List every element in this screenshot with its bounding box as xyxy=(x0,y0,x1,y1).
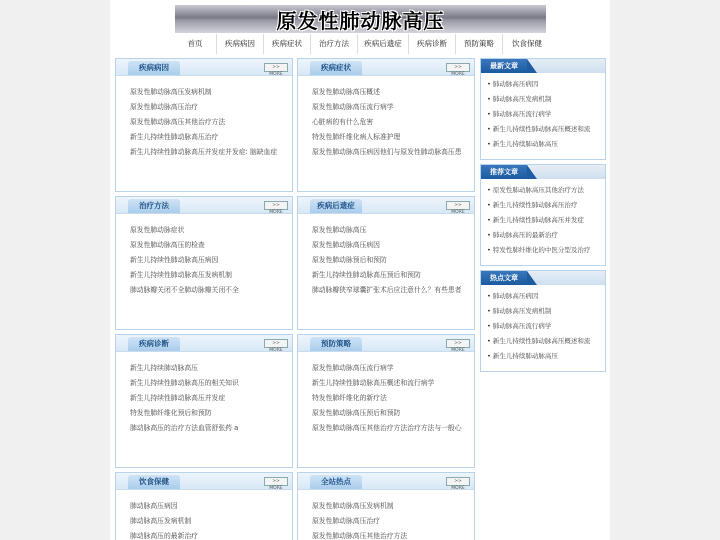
article-list xyxy=(298,490,474,540)
list-item[interactable]: 新生儿持续性肺动脉高压治疗 xyxy=(130,133,219,141)
list-item[interactable]: 原发性肺动脉高压治疗 xyxy=(312,517,380,525)
panel-title[interactable]: 饮食保健 xyxy=(128,475,180,489)
list-item[interactable]: 肺动脉高压的最新治疗 xyxy=(130,532,198,540)
article-list xyxy=(116,490,292,540)
list-item[interactable]: 新生儿持续性肺动脉高压的相关知识 xyxy=(130,379,239,387)
panel-header xyxy=(298,473,474,490)
sidebar-title: 推荐文章 xyxy=(481,165,527,179)
sidebar-item[interactable]: • 肺动脉高压病因 xyxy=(487,77,605,92)
sidebar-item[interactable]: • 新生儿持续性肺动脉高压概述和流 xyxy=(487,122,605,137)
nav-item-prevention[interactable]: 预防策略 xyxy=(456,34,503,54)
list-item[interactable]: 特发性肺纤维化的新疗法 xyxy=(312,394,387,402)
list-item[interactable]: 原发性肺动脉高压发病机制 xyxy=(130,88,212,96)
list-item[interactable]: 心脏病的有什么危害 xyxy=(312,118,374,126)
panel-header xyxy=(298,197,474,214)
sidebar-list xyxy=(481,73,605,152)
more-button[interactable]: >> MORE xyxy=(264,339,288,348)
list-item[interactable]: 原发性肺动脉高压病因 xyxy=(312,241,380,249)
more-button[interactable]: >> MORE xyxy=(446,339,470,348)
list-item[interactable]: 原发性肺动脉高压 xyxy=(312,226,367,234)
more-button[interactable]: >> MORE xyxy=(264,477,288,486)
nav-item-diagnosis[interactable]: 疾病诊断 xyxy=(409,34,456,54)
panel-title[interactable]: 预防策略 xyxy=(310,337,362,351)
sidebar-item[interactable]: • 新生儿持续肺动脉高压 xyxy=(487,137,605,152)
more-button[interactable]: >> MORE xyxy=(264,63,288,72)
panel-sequelae xyxy=(297,196,475,330)
sidebar-item[interactable]: • 新生儿持续性肺动脉高压治疗 xyxy=(487,198,605,213)
panel-diagnosis xyxy=(115,334,293,468)
nav-item-treatment[interactable]: 治疗方法 xyxy=(311,34,358,54)
sidebar-header xyxy=(481,59,605,73)
more-button[interactable]: >> MORE xyxy=(446,477,470,486)
sidebar-list xyxy=(481,179,605,258)
list-item[interactable]: 原发性肺动脉高压概述 xyxy=(312,88,380,96)
list-item[interactable]: 原发性肺动脉高压病因他们与原发性肺动脉高压患 xyxy=(312,148,462,156)
list-item[interactable]: 特发性肺纤维化病人标准护理 xyxy=(312,133,401,141)
nav-item-causes[interactable]: 疾病病因 xyxy=(217,34,264,54)
sidebar-item[interactable]: • 特发性肺纤维化的中医分型及治疗 xyxy=(487,243,605,258)
panel-title[interactable]: 疾病症状 xyxy=(310,61,362,75)
list-item[interactable]: 肺动脉瓣狭窄球囊扩张术后应注意什么？有些患者 xyxy=(312,286,462,294)
sidebar-list xyxy=(481,285,605,364)
list-item[interactable]: 肺动脉高压病因 xyxy=(130,502,178,510)
list-item[interactable]: 肺动脉高压的治疗方法血管舒张药 a xyxy=(130,424,239,432)
list-item[interactable]: 原发性肺动脉高压其他治疗方法治疗方法与一般心 xyxy=(312,424,462,432)
sidebar-item[interactable]: • 肺动脉高压发病机制 xyxy=(487,92,605,107)
more-button[interactable]: >> MORE xyxy=(446,201,470,210)
list-item[interactable]: 原发性肺动脉高压发病机制 xyxy=(312,502,394,510)
nav-item-diet[interactable]: 饮食保健 xyxy=(512,39,542,48)
panel-title[interactable]: 疾病诊断 xyxy=(128,337,180,351)
panel-header xyxy=(298,59,474,76)
panel-header xyxy=(116,59,292,76)
site-banner[interactable] xyxy=(175,5,546,33)
panel-header xyxy=(116,335,292,352)
list-item[interactable]: 新生儿持续性肺动脉高压病因 xyxy=(130,256,219,264)
list-item[interactable]: 肺动脉瓣关闭不全肺动脉瓣关闭不全 xyxy=(130,286,239,294)
list-item[interactable]: 新生儿持续性肺动脉高压预后和预防 xyxy=(312,271,421,279)
list-item[interactable]: 原发性肺动脉高压预后和预防 xyxy=(312,409,401,417)
list-item[interactable]: 新生儿持续性肺动脉高压概述和流行病学 xyxy=(312,379,435,387)
nav-item-sequelae[interactable]: 疾病后遗症 xyxy=(358,34,409,54)
list-item[interactable]: 新生儿持续性肺动脉高压并发症并发症: 脑缺血症 xyxy=(130,148,278,156)
main-nav xyxy=(174,34,548,54)
sidebar-title: 热点文章 xyxy=(481,271,527,285)
article-list xyxy=(298,352,474,436)
list-item[interactable]: 原发性肺动脉高压流行病学 xyxy=(312,364,394,372)
more-button[interactable]: >> MORE xyxy=(446,63,470,72)
panel-title[interactable]: 疾病后遗症 xyxy=(310,199,362,213)
sidebar-item[interactable]: • 肺动脉高压病因 xyxy=(487,289,605,304)
page-container xyxy=(110,0,610,540)
sidebar-item[interactable]: • 肺动脉高压发病机制 xyxy=(487,304,605,319)
site-title: 原发性肺动脉高压 xyxy=(276,8,445,33)
sidebar-item[interactable]: • 肺动脉高压流行病学 xyxy=(487,107,605,122)
panel-title[interactable]: 疾病病因 xyxy=(128,61,180,75)
list-item[interactable]: 新生儿持续性肺动脉高压并发症 xyxy=(130,394,226,402)
more-button[interactable]: >> MORE xyxy=(264,201,288,210)
sidebar-header xyxy=(481,165,605,179)
nav-item-home[interactable]: 首页 xyxy=(174,34,217,54)
panel-title[interactable]: 治疗方法 xyxy=(128,199,180,213)
sidebar-hot-articles xyxy=(480,270,606,372)
sidebar-recommended-articles xyxy=(480,164,606,266)
list-item[interactable]: 原发性肺动脉症状 xyxy=(130,226,185,234)
article-list xyxy=(298,76,474,160)
list-item[interactable]: 原发性肺动脉高压的检查 xyxy=(130,241,205,249)
article-list xyxy=(116,214,292,298)
panel-causes xyxy=(115,58,293,192)
sidebar-item[interactable]: • 肺动脉高压的最新治疗 xyxy=(487,228,605,243)
list-item[interactable]: 原发性肺动脉高压流行病学 xyxy=(312,103,394,111)
sidebar-item[interactable]: • 新生儿持续性肺动脉高压并发症 xyxy=(487,213,605,228)
list-item[interactable]: 特发性肺纤维化预后和预防 xyxy=(130,409,212,417)
list-item[interactable]: 原发性肺动脉预后和预防 xyxy=(312,256,387,264)
sidebar-item[interactable]: • 新生儿持续肺动脉高压 xyxy=(487,349,605,364)
sidebar-latest-articles xyxy=(480,58,606,160)
article-list xyxy=(116,76,292,160)
sidebar-item[interactable]: • 新生儿持续性肺动脉高压概述和流 xyxy=(487,334,605,349)
panel-header xyxy=(298,335,474,352)
panel-diet xyxy=(115,472,293,540)
panel-header xyxy=(116,197,292,214)
article-list xyxy=(116,352,292,436)
panel-symptoms xyxy=(297,58,475,192)
sidebar-item[interactable]: • 肺动脉高压流行病学 xyxy=(487,319,605,334)
list-item[interactable]: 原发性肺动脉高压其他治疗方法 xyxy=(130,118,226,126)
sidebar-title: 最新文章 xyxy=(481,59,527,73)
panel-treatment xyxy=(115,196,293,330)
list-item[interactable]: 原发性肺动脉高压其他治疗方法 xyxy=(312,532,408,540)
panel-hot-topics xyxy=(297,472,475,540)
list-item[interactable]: 新生儿持续肺动脉高压 xyxy=(130,364,198,372)
list-item[interactable]: 原发性肺动脉高压治疗 xyxy=(130,103,198,111)
panel-header xyxy=(116,473,292,490)
panel-title[interactable]: 全站热点 xyxy=(310,475,362,489)
list-item[interactable]: 新生儿持续性肺动脉高压发病机制 xyxy=(130,271,232,279)
panel-prevention xyxy=(297,334,475,468)
article-list xyxy=(298,214,474,298)
nav-item-symptoms[interactable]: 疾病症状 xyxy=(264,34,311,54)
list-item[interactable]: 肺动脉高压发病机制 xyxy=(130,517,192,525)
sidebar-item[interactable]: • 原发性肺动脉高压其他治疗方法 xyxy=(487,183,605,198)
sidebar-header xyxy=(481,271,605,285)
